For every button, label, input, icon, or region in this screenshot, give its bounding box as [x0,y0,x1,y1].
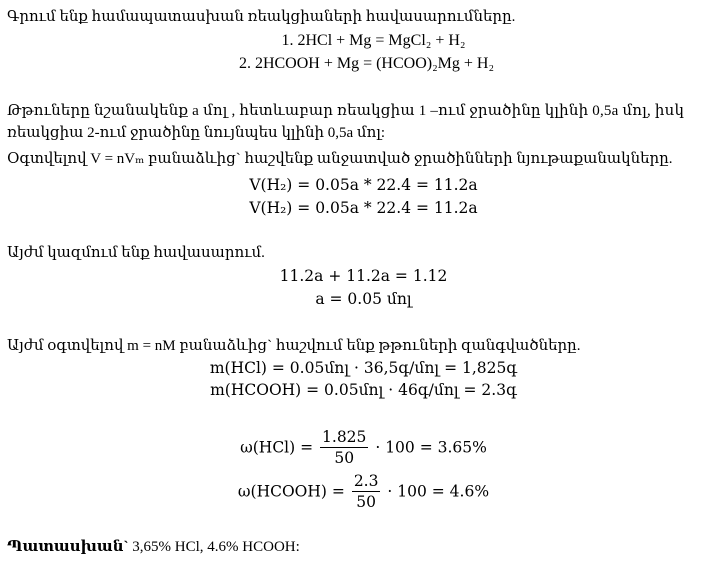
paragraph-3: Այժմ կազմում ենք հավասարում. [7,245,265,261]
reaction-1: 1. 2HCl + Mg = MgCl₂ + H₂ [281,32,466,49]
a-equation: a = 0.05 մոլ [315,290,412,308]
fraction-lhs: ω(HCOOH) = [237,482,345,501]
fraction-rhs: · 100 = 4.6% [387,482,490,501]
paragraph-1-line-2: ռեակցիա 2-ում ջրածինը նույնպես կլինի 0,5a մոլ: [7,125,386,141]
fraction-numerator: 2.3 [353,472,379,490]
fraction-numerator: 1.825 [322,428,367,446]
fraction [320,427,368,468]
fraction-rhs: · 100 = 3.65% [375,438,487,457]
mass-equation-1: m(HCl) = 0.05մոլ · 36,5գ/մոլ = 1,825գ [209,359,518,377]
reaction-2: 2. 2HCOOH + Mg = (HCOO)₂Mg + H₂ [238,55,495,72]
paragraph-4: Այժմ օգտվելով m = nM բանաձևից` հաշվում ենք թթուների զանգվածները. [7,338,581,354]
fraction-lhs: ω(HCl) = [240,438,314,457]
fraction [352,471,381,512]
fraction-denominator: 50 [334,449,355,467]
sum-equation: 11.2a + 11.2a = 1.12 [279,267,448,285]
answer-label: Պատասխան` [7,539,129,555]
intro-text: Գրում ենք համապատասխան ռեակցիաների հավասարումները. [7,9,516,25]
answer-line [7,538,300,556]
fraction-denominator: 50 [356,493,376,511]
fraction-equation-hcooh [0,471,727,512]
paragraph-1-line-1: Թթուները նշանակենք a մոլ , հետևաբար ռեակցիա 1 –ում ջրածինը կլինի 0,5a մոլ, իսկ [7,103,685,119]
paragraph-2: Օգտվելով V = nVₘ բանաձևից` հաշվենք անջատված ջրածինների նյութաքանակները. [7,151,673,167]
volume-equation-1: V(H₂) = 0.05a * 22.4 = 11.2a [249,176,478,194]
fraction-equation-hcl [0,427,727,468]
mass-equation-2: m(HCOOH) = 0.05մոլ · 46գ/մոլ = 2.3գ [210,381,517,399]
answer-text: 3,65% HCl, 4.6% HCOOH: [128,539,300,555]
volume-equation-2: V(H₂) = 0.05a * 22.4 = 11.2a [249,199,478,217]
